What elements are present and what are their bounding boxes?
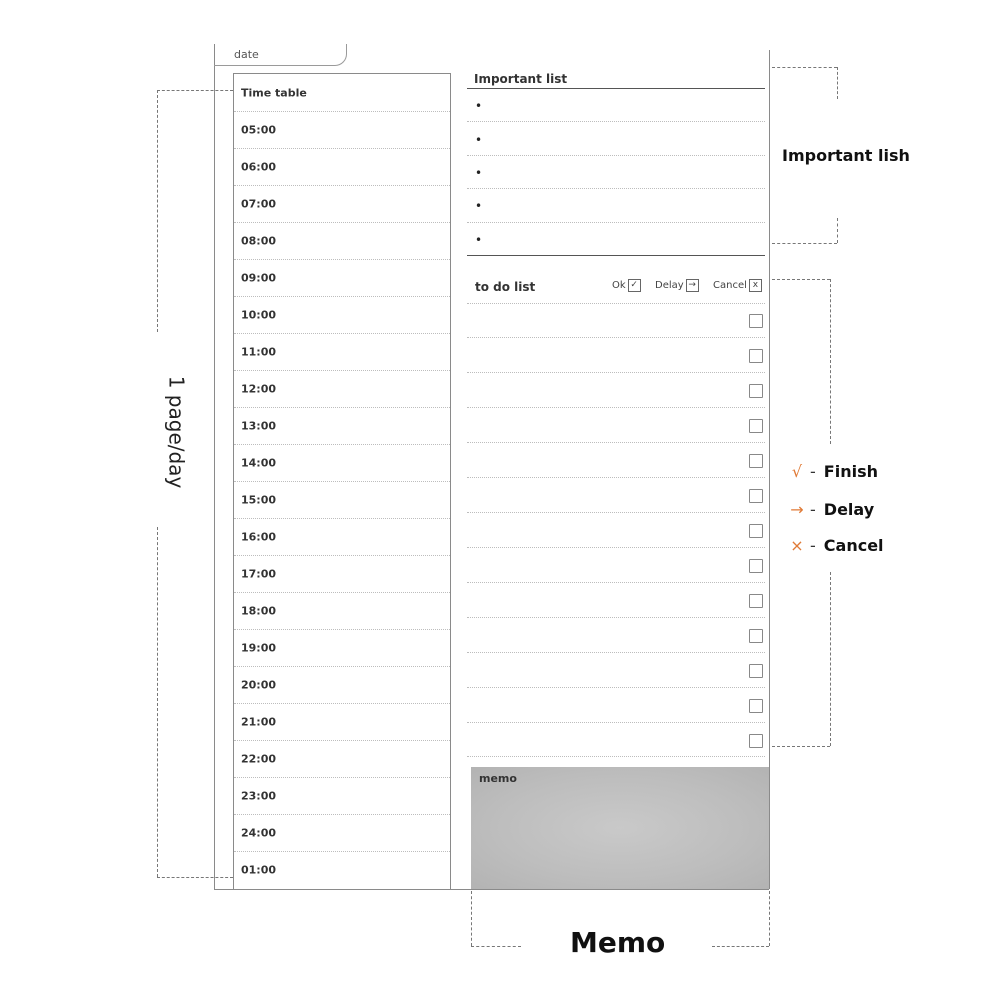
timetable-row[interactable] <box>234 111 450 149</box>
bracket-todo-bottom <box>772 746 830 747</box>
important-bullet: • <box>475 199 483 213</box>
legend-delay <box>786 500 874 519</box>
todo-checkbox[interactable] <box>749 349 763 363</box>
bracket-left-lower <box>157 527 158 877</box>
todo-checkbox[interactable] <box>749 524 763 538</box>
important-bullet: • <box>475 99 483 113</box>
row-divider <box>467 687 765 688</box>
hour-label: 24:00 <box>241 826 277 839</box>
x-box-icon: x <box>749 279 762 292</box>
memo-area[interactable] <box>471 767 769 889</box>
bracket-important-bottom <box>772 243 837 244</box>
hour-label: 06:00 <box>241 160 277 173</box>
timetable-row[interactable] <box>234 444 450 482</box>
important-list-title: Important list <box>474 72 568 86</box>
timetable-row[interactable] <box>234 666 450 704</box>
timetable-row[interactable] <box>234 740 450 778</box>
row-divider <box>467 188 765 189</box>
timetable-row[interactable] <box>234 333 450 371</box>
timetable-row[interactable] <box>234 518 450 556</box>
row-divider <box>467 121 765 122</box>
bracket-memo-right <box>769 891 770 946</box>
hour-label: 08:00 <box>241 234 277 247</box>
cancel-label: Cancel <box>713 280 747 291</box>
todo-checkbox[interactable] <box>749 489 763 503</box>
todo-checkbox[interactable] <box>749 629 763 643</box>
bracket-important-top <box>772 67 837 68</box>
timetable-row[interactable] <box>234 148 450 186</box>
important-list-top-rule <box>467 88 765 89</box>
bracket-todo-upper <box>830 279 831 444</box>
hour-label: 21:00 <box>241 715 277 728</box>
todo-checkbox[interactable] <box>749 664 763 678</box>
page-right-edge <box>769 50 770 889</box>
bracket-important-lower <box>837 218 838 243</box>
row-divider <box>467 722 765 723</box>
todo-checkbox[interactable] <box>749 419 763 433</box>
legend-separator: - <box>810 462 816 481</box>
todo-checkbox[interactable] <box>749 699 763 713</box>
hour-label: 22:00 <box>241 752 277 765</box>
timetable-header <box>234 74 450 112</box>
hour-label: 12:00 <box>241 382 277 395</box>
cross-icon: × <box>790 536 804 555</box>
timetable-row[interactable] <box>234 777 450 815</box>
row-divider <box>467 442 765 443</box>
hour-label: 16:00 <box>241 530 277 543</box>
timetable-title: Time table <box>241 86 307 99</box>
page-left-edge <box>214 44 215 889</box>
row-divider <box>467 222 765 223</box>
timetable-row[interactable] <box>234 703 450 741</box>
hour-label: 15:00 <box>241 493 277 506</box>
row-divider <box>467 372 765 373</box>
row-divider <box>467 512 765 513</box>
row-divider <box>467 652 765 653</box>
row-divider <box>467 582 765 583</box>
delay-label: Delay <box>655 280 684 291</box>
row-divider <box>467 477 765 478</box>
hour-label: 09:00 <box>241 271 277 284</box>
legend-label: Cancel <box>823 536 884 555</box>
legend-label: Finish <box>823 462 878 481</box>
timetable-row[interactable] <box>234 555 450 593</box>
timetable-row[interactable] <box>234 592 450 630</box>
row-divider <box>467 303 765 304</box>
bracket-memo-bottom-left <box>471 946 521 947</box>
timetable-row[interactable] <box>234 370 450 408</box>
bracket-todo-lower <box>830 572 831 746</box>
timetable <box>233 73 451 889</box>
arrow-right-icon: → <box>790 500 804 519</box>
hour-label: 05:00 <box>241 123 277 136</box>
check-box-icon: ✓ <box>628 279 641 292</box>
timetable-row[interactable] <box>234 185 450 223</box>
hour-label: 23:00 <box>241 789 277 802</box>
hour-label: 01:00 <box>241 863 277 876</box>
row-divider <box>467 756 765 757</box>
todo-legend-cancel <box>713 279 762 292</box>
timetable-row[interactable] <box>234 259 450 297</box>
todo-checkbox[interactable] <box>749 314 763 328</box>
todo-legend-ok <box>612 279 641 292</box>
important-bullet: • <box>475 233 483 247</box>
todo-checkbox[interactable] <box>749 594 763 608</box>
todo-checkbox[interactable] <box>749 384 763 398</box>
hour-label: 17:00 <box>241 567 277 580</box>
important-bullet: • <box>475 166 483 180</box>
page-per-day-label: 1 page/day <box>164 375 189 489</box>
todo-legend-delay <box>655 279 699 292</box>
todo-checkbox[interactable] <box>749 559 763 573</box>
bracket-memo-bottom-right <box>712 946 769 947</box>
ok-label: Ok <box>612 280 626 291</box>
bracket-todo-top <box>772 279 830 280</box>
timetable-row[interactable] <box>234 296 450 334</box>
bracket-left-top <box>157 90 233 91</box>
memo-title: memo <box>479 772 517 785</box>
todo-checkbox[interactable] <box>749 734 763 748</box>
row-divider <box>467 155 765 156</box>
page-bottom-edge <box>214 889 769 890</box>
bracket-important-upper <box>837 67 838 99</box>
hour-label: 18:00 <box>241 604 277 617</box>
timetable-row[interactable] <box>234 814 450 852</box>
bracket-left-bottom <box>157 877 233 878</box>
arrow-box-icon: → <box>686 279 699 292</box>
row-divider <box>467 547 765 548</box>
timetable-row[interactable] <box>234 629 450 667</box>
hour-label: 13:00 <box>241 419 277 432</box>
date-tab <box>214 44 347 66</box>
important-bullet: • <box>475 133 483 147</box>
check-icon: √ <box>791 462 803 481</box>
hour-label: 14:00 <box>241 456 277 469</box>
hour-label: 11:00 <box>241 345 277 358</box>
bracket-memo-left <box>471 891 472 946</box>
hour-label: 19:00 <box>241 641 277 654</box>
hour-label: 10:00 <box>241 308 277 321</box>
row-divider <box>467 337 765 338</box>
date-label: date <box>234 48 259 61</box>
memo-annotation: Memo <box>570 926 666 959</box>
legend-separator: - <box>810 500 816 519</box>
todo-checkbox[interactable] <box>749 454 763 468</box>
row-divider <box>467 617 765 618</box>
timetable-row[interactable] <box>234 481 450 519</box>
important-list-bottom-rule <box>467 255 765 256</box>
legend-separator: - <box>810 536 816 555</box>
bracket-left-upper <box>157 90 158 332</box>
timetable-row[interactable] <box>234 407 450 445</box>
timetable-row[interactable] <box>234 851 450 888</box>
legend-finish <box>786 462 878 481</box>
hour-label: 07:00 <box>241 197 277 210</box>
legend-label: Delay <box>823 500 875 519</box>
legend-cancel <box>786 536 884 555</box>
hour-label: 20:00 <box>241 678 277 691</box>
timetable-row[interactable] <box>234 222 450 260</box>
todo-list-title: to do list <box>475 280 536 294</box>
row-divider <box>467 407 765 408</box>
important-annotation: Important lish <box>782 146 910 165</box>
